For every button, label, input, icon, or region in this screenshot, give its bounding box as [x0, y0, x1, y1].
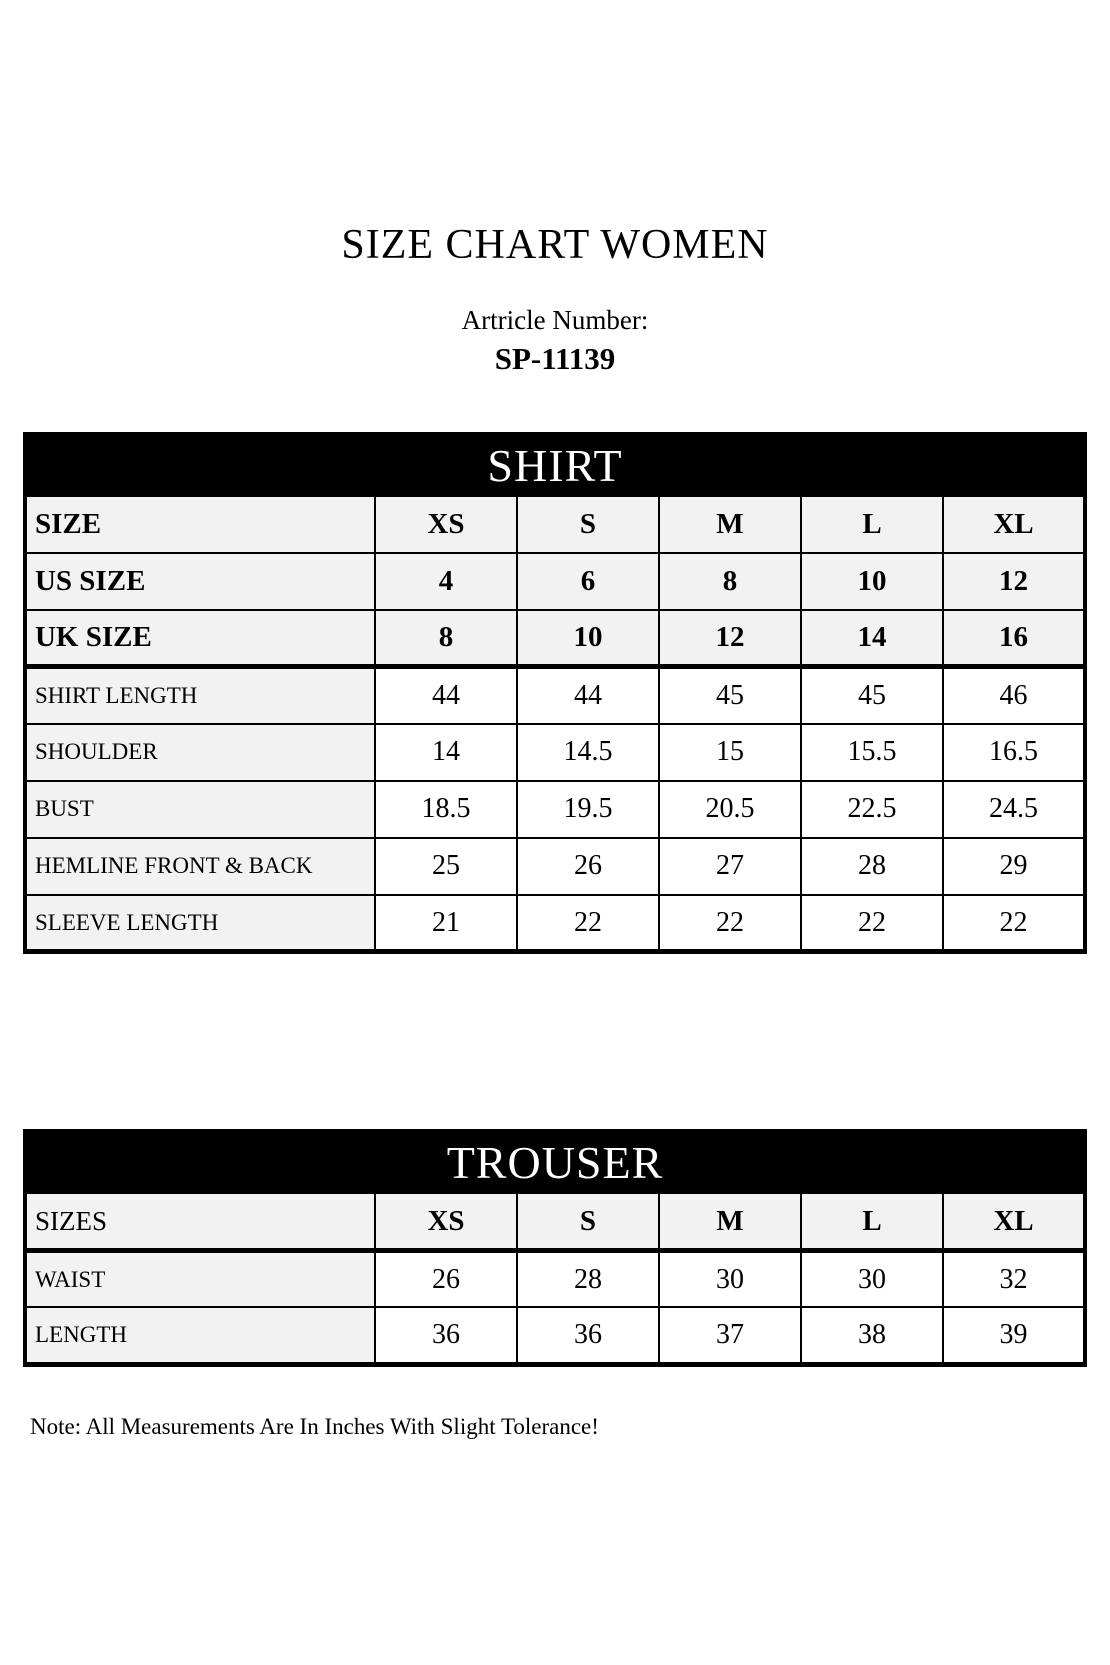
- trouser-title-band-row: [25, 1131, 1085, 1193]
- measurement-cell: 15.5: [801, 724, 943, 781]
- article-number-value: SP-11139: [494, 340, 616, 376]
- size-header-cell: M: [659, 496, 801, 553]
- table-row: [25, 781, 1085, 838]
- trouser-table-title: TROUSER: [25, 1131, 1085, 1193]
- row-label-size: SIZE: [25, 496, 375, 553]
- table-row: [25, 610, 1085, 667]
- table-row: [25, 1307, 1085, 1364]
- measurement-cell: 18.5: [375, 781, 517, 838]
- measurement-cell: 39: [943, 1307, 1085, 1364]
- row-label-uk-size: UK SIZE: [25, 610, 375, 667]
- measurement-cell: 22: [801, 895, 943, 952]
- table-row: [25, 1250, 1085, 1307]
- table-row: [25, 895, 1085, 952]
- us-size-cell: 12: [943, 553, 1085, 610]
- measurement-cell: 22: [659, 895, 801, 952]
- measurement-cell: 22: [517, 895, 659, 952]
- measurement-cell: 36: [517, 1307, 659, 1364]
- table-row: [25, 496, 1085, 553]
- size-header-cell: S: [517, 1193, 659, 1250]
- size-header-cell: M: [659, 1193, 801, 1250]
- trouser-size-table: [23, 1129, 1087, 1367]
- measurement-cell: 22: [943, 895, 1085, 952]
- shirt-size-table: [23, 432, 1087, 955]
- measurement-cell: 21: [375, 895, 517, 952]
- table-row: [25, 1193, 1085, 1250]
- row-label-length: LENGTH: [25, 1307, 375, 1364]
- uk-size-cell: 14: [801, 610, 943, 667]
- us-size-cell: 10: [801, 553, 943, 610]
- table-row: [25, 838, 1085, 895]
- size-header-cell: XS: [375, 1193, 517, 1250]
- page-title: SIZE CHART WOMEN: [341, 222, 769, 268]
- measurement-cell: 14.5: [517, 724, 659, 781]
- measurement-cell: 28: [517, 1250, 659, 1307]
- measurement-cell: 26: [375, 1250, 517, 1307]
- row-label-us-size: US SIZE: [25, 553, 375, 610]
- size-header-cell: XL: [943, 496, 1085, 553]
- measurement-cell: 38: [801, 1307, 943, 1364]
- size-header-cell: S: [517, 496, 659, 553]
- measurement-note: Note: All Measurements Are In Inches With Slight Tolerance!: [30, 1413, 599, 1439]
- measurement-cell: 30: [801, 1250, 943, 1307]
- size-header-cell: L: [801, 496, 943, 553]
- measurement-cell: 45: [659, 667, 801, 724]
- article-number-label: Artricle Number:: [461, 305, 649, 336]
- shirt-title-band-row: [25, 434, 1085, 496]
- row-label-bust: BUST: [25, 781, 375, 838]
- uk-size-cell: 10: [517, 610, 659, 667]
- size-header-cell: L: [801, 1193, 943, 1250]
- size-header-cell: XL: [943, 1193, 1085, 1250]
- measurement-cell: 27: [659, 838, 801, 895]
- measurement-cell: 46: [943, 667, 1085, 724]
- measurement-cell: 28: [801, 838, 943, 895]
- table-row: [25, 667, 1085, 724]
- measurement-cell: 24.5: [943, 781, 1085, 838]
- us-size-cell: 8: [659, 553, 801, 610]
- us-size-cell: 4: [375, 553, 517, 610]
- measurement-cell: 30: [659, 1250, 801, 1307]
- row-label-hemline: HEMLINE FRONT & BACK: [25, 838, 375, 895]
- us-size-cell: 6: [517, 553, 659, 610]
- measurement-cell: 37: [659, 1307, 801, 1364]
- measurement-cell: 44: [517, 667, 659, 724]
- uk-size-cell: 12: [659, 610, 801, 667]
- measurement-cell: 44: [375, 667, 517, 724]
- measurement-cell: 15: [659, 724, 801, 781]
- measurement-cell: 29: [943, 838, 1085, 895]
- row-label-shirt-length: SHIRT LENGTH: [25, 667, 375, 724]
- measurement-cell: 19.5: [517, 781, 659, 838]
- uk-size-cell: 16: [943, 610, 1085, 667]
- measurement-cell: 26: [517, 838, 659, 895]
- measurement-cell: 25: [375, 838, 517, 895]
- shirt-table-title: SHIRT: [25, 434, 1085, 496]
- size-header-cell: XS: [375, 496, 517, 553]
- table-row: [25, 724, 1085, 781]
- uk-size-cell: 8: [375, 610, 517, 667]
- row-label-sleeve-length: SLEEVE LENGTH: [25, 895, 375, 952]
- table-row: [25, 553, 1085, 610]
- measurement-cell: 45: [801, 667, 943, 724]
- row-label-sizes: SIZES: [25, 1193, 375, 1250]
- measurement-cell: 22.5: [801, 781, 943, 838]
- measurement-cell: 36: [375, 1307, 517, 1364]
- measurement-cell: 20.5: [659, 781, 801, 838]
- row-label-shoulder: SHOULDER: [25, 724, 375, 781]
- measurement-cell: 32: [943, 1250, 1085, 1307]
- measurement-cell: 16.5: [943, 724, 1085, 781]
- measurement-cell: 14: [375, 724, 517, 781]
- row-label-waist: WAIST: [25, 1250, 375, 1307]
